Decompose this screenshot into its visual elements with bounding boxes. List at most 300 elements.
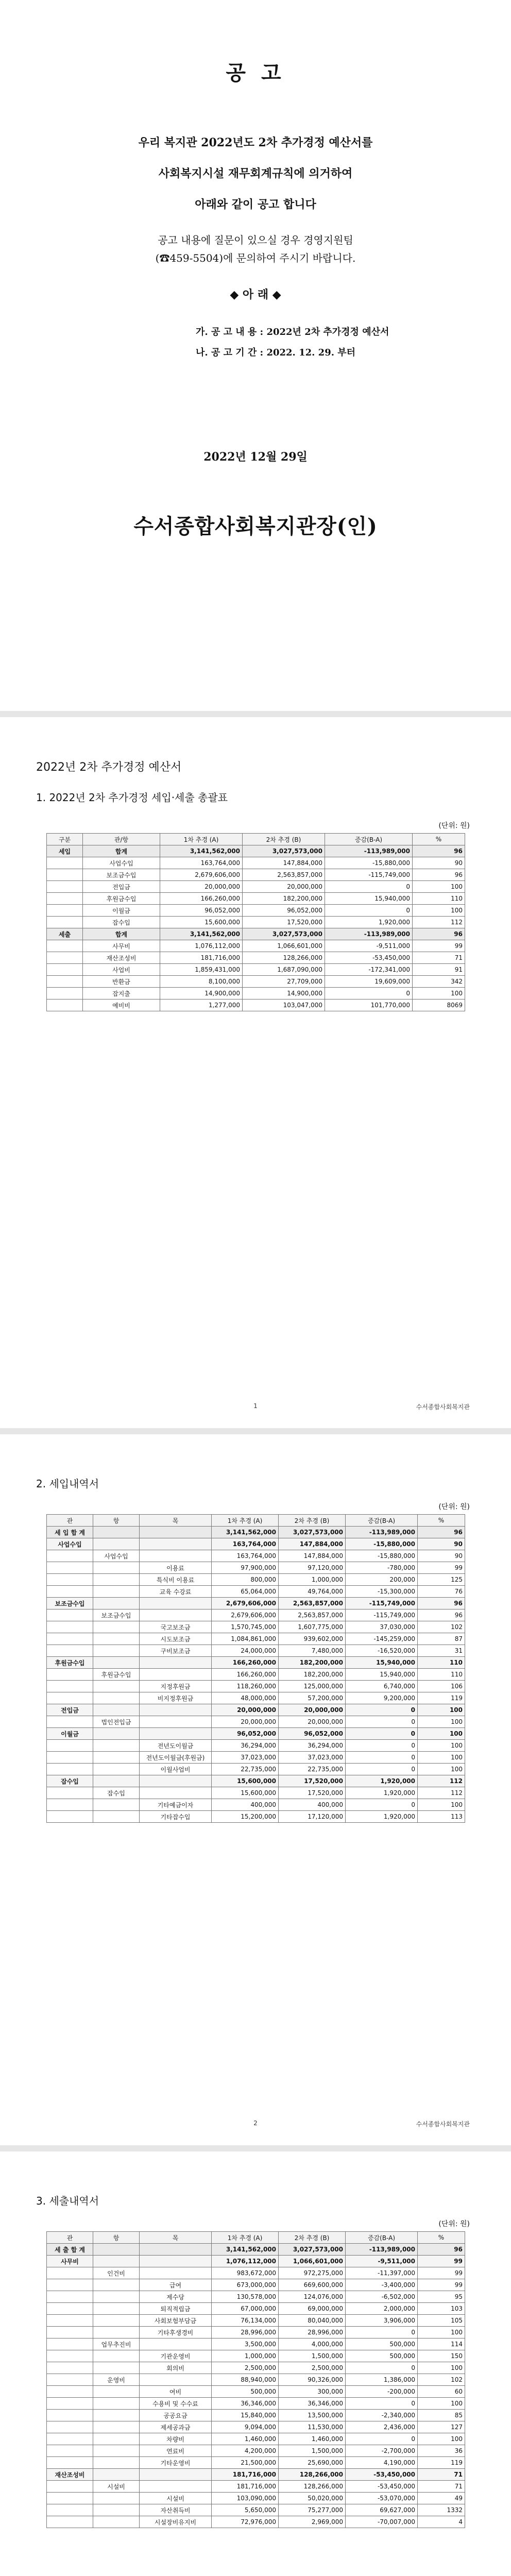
table-cell: -53,450,000 — [346, 2481, 418, 2493]
table-cell: 3,141,562,000 — [212, 2244, 279, 2256]
table-cell: 6,740,000 — [346, 1681, 418, 1692]
table-cell: 106 — [418, 1681, 465, 1692]
table-cell — [93, 2410, 140, 2421]
table-row — [47, 2504, 465, 2516]
table-cell: 49,764,000 — [279, 1586, 346, 1598]
table-cell: 147,884,000 — [243, 857, 325, 869]
table-cell: 37,023,000 — [212, 1752, 279, 1764]
table-cell: 17,120,000 — [279, 1811, 346, 1823]
table-cell: 80,040,000 — [279, 2315, 346, 2327]
table-cell — [93, 1586, 140, 1598]
table-cell: 기타예금이자 — [140, 1799, 212, 1811]
table-cell — [47, 893, 83, 905]
table-cell — [47, 1787, 93, 1799]
table-row — [47, 1621, 465, 1633]
table-cell: 재산조성비 — [83, 952, 160, 964]
table-cell: 103,090,000 — [212, 2493, 279, 2504]
table-cell — [140, 2481, 212, 2493]
table-cell — [47, 1681, 93, 1692]
table-cell: 500,000 — [212, 2386, 279, 2398]
table-cell: 75,277,000 — [279, 2504, 346, 2516]
table-cell: 500,000 — [346, 2350, 418, 2362]
table-cell — [93, 1799, 140, 1811]
table-cell: 27,709,000 — [243, 976, 325, 988]
table-row — [47, 952, 465, 964]
table-cell — [47, 857, 83, 869]
table-row — [47, 2516, 465, 2528]
table-cell: 72,976,000 — [212, 2516, 279, 2528]
table-cell: 96,052,000 — [243, 905, 325, 917]
table-cell: 100 — [418, 2327, 465, 2338]
table-cell: 잡수입 — [93, 1787, 140, 1799]
table-cell: 400,000 — [279, 1799, 346, 1811]
table-cell: 100 — [418, 1764, 465, 1775]
table-cell: 87 — [418, 1633, 465, 1645]
table-cell — [47, 869, 83, 881]
table-cell — [93, 2244, 140, 2256]
table-row — [47, 1728, 465, 1740]
table-cell: 22,735,000 — [212, 1764, 279, 1775]
column-header: % — [418, 1515, 465, 1527]
table-cell: 105 — [418, 2315, 465, 2327]
table-cell — [93, 2256, 140, 2267]
table-cell: 113 — [418, 1811, 465, 1823]
table-row — [47, 2433, 465, 2445]
table-cell: 0 — [346, 1752, 418, 1764]
table-cell: 99 — [418, 2256, 465, 2267]
table-cell: 4,190,000 — [346, 2457, 418, 2469]
table-cell: 3,027,573,000 — [243, 845, 325, 857]
footer-organization: 수서종합사회복지관 — [416, 2121, 470, 2128]
table-cell — [140, 1598, 212, 1609]
table-cell: -2,340,000 — [346, 2410, 418, 2421]
table-cell: 1,500,000 — [279, 2445, 346, 2457]
table-cell: 3,027,573,000 — [243, 928, 325, 940]
table-cell — [93, 2504, 140, 2516]
table-cell: 110 — [418, 1657, 465, 1669]
table-cell — [140, 2256, 212, 2267]
table-cell — [47, 2516, 93, 2528]
table-cell: 125,000,000 — [279, 1681, 346, 1692]
table-cell: 공공요금 — [140, 2410, 212, 2421]
table-row — [47, 964, 465, 976]
table-cell — [93, 1692, 140, 1704]
table-cell: 15,200,000 — [212, 1811, 279, 1823]
table-cell — [47, 2386, 93, 2398]
cover-organization: 수서종합사회복지관장(인) — [133, 514, 378, 538]
table-cell: 20,000,000 — [279, 1704, 346, 1716]
table-cell: 2,563,857,000 — [243, 869, 325, 881]
table-cell — [47, 2433, 93, 2445]
table-cell: 25,690,000 — [279, 2457, 346, 2469]
table-cell — [93, 1764, 140, 1775]
table-cell: -70,007,000 — [346, 2516, 418, 2528]
table-cell: 1,076,112,000 — [160, 940, 243, 952]
table-row — [47, 1716, 465, 1728]
table-cell: 시설비 — [93, 2481, 140, 2493]
table-cell — [140, 1716, 212, 1728]
table-cell: 90,326,000 — [279, 2374, 346, 2386]
table-cell — [47, 2445, 93, 2457]
table-cell: 17,520,000 — [279, 1787, 346, 1799]
table-cell: -16,520,000 — [346, 1645, 418, 1657]
table-cell: 166,260,000 — [212, 1669, 279, 1681]
table-cell: 15,600,000 — [212, 1787, 279, 1799]
table-cell: 후원금수입 — [83, 893, 160, 905]
table-cell: 세출 — [47, 928, 83, 940]
table-cell: 15,940,000 — [325, 893, 413, 905]
table-cell: 100 — [418, 1752, 465, 1764]
table-cell — [47, 1811, 93, 1823]
table-cell: 95 — [418, 2291, 465, 2303]
table-cell: 128,266,000 — [243, 952, 325, 964]
table-cell: 1,076,112,000 — [212, 2256, 279, 2267]
table-cell: 15,600,000 — [212, 1775, 279, 1787]
table-cell: -6,502,000 — [346, 2291, 418, 2303]
table-cell: 1,920,000 — [325, 917, 413, 928]
table-cell: 11,530,000 — [279, 2421, 346, 2433]
table-cell: 회의비 — [140, 2362, 212, 2374]
table-cell: -113,989,000 — [346, 1527, 418, 1538]
table-cell — [47, 952, 83, 964]
table-cell: 181,716,000 — [212, 2481, 279, 2493]
column-header: 1차 추경 (A) — [160, 834, 243, 845]
table-cell — [47, 1586, 93, 1598]
table-cell: 101,770,000 — [325, 999, 413, 1011]
table-cell: 기타잡수입 — [140, 1811, 212, 1823]
table-cell: 124,076,000 — [279, 2291, 346, 2303]
table-cell: 99 — [418, 2267, 465, 2279]
table-cell — [47, 2315, 93, 2327]
cover-note-1: 공고 내용에 질문이 있으실 경우 경영지원팀 — [158, 234, 353, 246]
table-cell: 125 — [418, 1574, 465, 1586]
table-cell: -2,700,000 — [346, 2445, 418, 2457]
table-cell: 19,609,000 — [325, 976, 413, 988]
column-header: 관 — [47, 2232, 93, 2244]
table-cell: 전년도이월금 — [140, 1740, 212, 1752]
table-cell: 잡수입 — [83, 917, 160, 928]
column-header: 구분 — [47, 834, 83, 845]
table-row — [47, 1657, 465, 1669]
table-cell: 8,100,000 — [160, 976, 243, 988]
table-cell: -113,989,000 — [346, 2244, 418, 2256]
table-cell: -15,880,000 — [346, 1550, 418, 1562]
table-cell: 100 — [418, 1799, 465, 1811]
table-row — [47, 2327, 465, 2338]
table-cell: 0 — [325, 905, 413, 917]
table-cell: 96,052,000 — [212, 1728, 279, 1740]
table-cell: 구비보조금 — [140, 1645, 212, 1657]
table-cell: 퇴직적립금 — [140, 2303, 212, 2315]
table-cell: -113,989,000 — [325, 928, 413, 940]
table-cell — [47, 881, 83, 893]
table-cell: 전년도이월금(후원금) — [140, 1752, 212, 1764]
summary-table — [46, 833, 465, 1011]
table-cell: 0 — [346, 2433, 418, 2445]
table-cell — [47, 2362, 93, 2374]
table-row — [47, 893, 465, 905]
table-cell: 1,920,000 — [346, 1775, 418, 1787]
column-header: 증감(B-A) — [346, 2232, 418, 2244]
revenue-table — [46, 1514, 465, 1823]
table-row — [47, 2398, 465, 2410]
table-cell: 이월사업비 — [140, 1764, 212, 1775]
table-cell: -200,000 — [346, 2386, 418, 2398]
table-cell: 기관운영비 — [140, 2350, 212, 2362]
table-cell: 3,027,573,000 — [279, 1527, 346, 1538]
table-row — [47, 2291, 465, 2303]
table-cell: 28,996,000 — [279, 2327, 346, 2338]
table-cell: 100 — [418, 2398, 465, 2410]
table-cell: 103,047,000 — [243, 999, 325, 1011]
table-cell — [93, 2433, 140, 2445]
cover-page — [0, 0, 511, 711]
table-cell — [140, 1669, 212, 1681]
table-cell: 1,084,861,000 — [212, 1633, 279, 1645]
table-cell — [140, 2244, 212, 2256]
table-cell: 1,460,000 — [279, 2433, 346, 2445]
table-cell — [47, 1609, 93, 1621]
table-cell: 2,679,606,000 — [160, 869, 243, 881]
table-cell — [93, 2279, 140, 2291]
table-cell: 2,969,000 — [279, 2516, 346, 2528]
table-row — [47, 2315, 465, 2327]
table-row — [47, 1586, 465, 1598]
table-cell: 후원금수입 — [93, 1669, 140, 1681]
table-row — [47, 905, 465, 917]
table-cell — [47, 964, 83, 976]
table-cell: 급여 — [140, 2279, 212, 2291]
table-cell: 2,679,606,000 — [212, 1609, 279, 1621]
table-cell: 1,607,775,000 — [279, 1621, 346, 1633]
table-cell — [140, 1527, 212, 1538]
table-row — [47, 1645, 465, 1657]
section-title: 2022년 2차 추가경정 예산서 — [36, 761, 182, 774]
table-cell: -172,341,000 — [325, 964, 413, 976]
table-cell: 110 — [413, 893, 465, 905]
table-cell: -115,749,000 — [346, 1598, 418, 1609]
table-cell: 71 — [413, 952, 465, 964]
table-cell — [93, 1811, 140, 1823]
table-cell — [47, 976, 83, 988]
table-cell — [47, 905, 83, 917]
table-cell — [47, 2374, 93, 2386]
table-cell: 181,716,000 — [160, 952, 243, 964]
table-row — [47, 2338, 465, 2350]
table-cell: 1,920,000 — [346, 1811, 418, 1823]
table-cell — [47, 2493, 93, 2504]
column-header: 관 — [47, 1515, 93, 1527]
table-cell — [140, 2267, 212, 2279]
table-cell: 36,346,000 — [212, 2398, 279, 2410]
table-cell — [93, 2469, 140, 2481]
table-row — [47, 1550, 465, 1562]
table-cell: -145,259,000 — [346, 1633, 418, 1645]
table-cell: -115,749,000 — [325, 869, 413, 881]
table-cell: 96 — [418, 1609, 465, 1621]
table-cell: 20,000,000 — [243, 881, 325, 893]
table-cell: 8069 — [413, 999, 465, 1011]
table-cell: 90 — [418, 1550, 465, 1562]
table-cell: 103 — [418, 2303, 465, 2315]
column-header: 관/항 — [83, 834, 160, 845]
table-cell — [47, 917, 83, 928]
table-cell: 0 — [346, 1764, 418, 1775]
table-cell — [47, 2338, 93, 2350]
table-cell: -9,511,000 — [346, 2256, 418, 2267]
table-row — [47, 2469, 465, 2481]
table-cell: 181,716,000 — [212, 2469, 279, 2481]
table-cell: 102 — [418, 1621, 465, 1633]
table-cell: 이용료 — [140, 1562, 212, 1574]
section-title: 3. 세출내역서 — [36, 2195, 99, 2207]
table-cell: -113,989,000 — [325, 845, 413, 857]
table-cell — [47, 2291, 93, 2303]
table-cell — [140, 1787, 212, 1799]
table-cell: 0 — [346, 2327, 418, 2338]
table-cell: 96 — [413, 928, 465, 940]
table-cell: 기타후생경비 — [140, 2327, 212, 2338]
table-cell: 1,066,601,000 — [279, 2256, 346, 2267]
column-header: 증감(B-A) — [325, 834, 413, 845]
table-cell: 28,996,000 — [212, 2327, 279, 2338]
table-row — [47, 1704, 465, 1716]
table-cell: 100 — [418, 1704, 465, 1716]
table-cell: 시도보조금 — [140, 1633, 212, 1645]
table-cell: 반환금 — [83, 976, 160, 988]
table-cell: 85 — [418, 2410, 465, 2421]
table-cell: -53,450,000 — [325, 952, 413, 964]
table-cell: -11,397,000 — [346, 2267, 418, 2279]
table-cell: 69,000,000 — [279, 2303, 346, 2315]
table-cell — [47, 1562, 93, 1574]
cover-line-2: 사회복지시설 재무회계규칙에 의거하여 — [158, 167, 353, 180]
table-cell — [140, 1657, 212, 1669]
unit-label: (단위: 원) — [438, 1503, 470, 1511]
table-cell: 37,030,000 — [346, 1621, 418, 1633]
table-cell: 97,900,000 — [212, 1562, 279, 1574]
cover-item-period: 나. 공 고 기 간 : 2022. 12. 29. 부터 — [196, 347, 356, 358]
table-cell: 67,000,000 — [212, 2303, 279, 2315]
cover-date: 2022년 12월 29일 — [203, 450, 308, 464]
table-cell: 잡지출 — [83, 988, 160, 999]
table-cell: 1,386,000 — [346, 2374, 418, 2386]
table-cell — [140, 1728, 212, 1740]
table-cell: 24,000,000 — [212, 1645, 279, 1657]
expenditure-page — [0, 2151, 511, 2576]
table-cell: 110 — [418, 1669, 465, 1681]
table-cell: 4,000,000 — [279, 2338, 346, 2350]
table-cell: 96 — [413, 845, 465, 857]
table-cell: 49 — [418, 2493, 465, 2504]
table-cell: 20,000,000 — [212, 1716, 279, 1728]
table-cell: 시설비 — [140, 2493, 212, 2504]
cover-title: 공 고 — [226, 61, 285, 85]
table-row — [47, 1669, 465, 1681]
table-cell: 0 — [346, 1728, 418, 1740]
table-cell: 97,120,000 — [279, 1562, 346, 1574]
table-row — [47, 2457, 465, 2469]
table-cell: 99 — [418, 1562, 465, 1574]
table-cell — [140, 2469, 212, 2481]
table-row — [47, 1574, 465, 1586]
table-cell: 3,027,573,000 — [279, 2244, 346, 2256]
table-cell — [47, 2303, 93, 2315]
table-cell: 972,275,000 — [279, 2267, 346, 2279]
table-cell: 36,294,000 — [212, 1740, 279, 1752]
table-cell: 이월금 — [83, 905, 160, 917]
table-cell: 특식비 이용료 — [140, 1574, 212, 1586]
table-cell: 37,023,000 — [279, 1752, 346, 1764]
table-cell: 939,602,000 — [279, 1633, 346, 1645]
table-cell — [93, 2493, 140, 2504]
table-row — [47, 1740, 465, 1752]
table-row — [47, 2421, 465, 2433]
table-cell: 150 — [418, 2350, 465, 2362]
table-row — [47, 1538, 465, 1550]
table-cell — [47, 999, 83, 1011]
table-cell: 비지정후원금 — [140, 1692, 212, 1704]
table-cell: 71 — [418, 2469, 465, 2481]
table-row — [47, 1775, 465, 1787]
table-cell: 0 — [325, 988, 413, 999]
table-cell: 200,000 — [346, 1574, 418, 1586]
table-cell: 운영비 — [93, 2374, 140, 2386]
table-cell — [47, 1669, 93, 1681]
table-cell: 36,346,000 — [279, 2398, 346, 2410]
summary-page — [0, 717, 511, 1428]
table-cell: 1,859,431,000 — [160, 964, 243, 976]
table-cell: 1,687,090,000 — [243, 964, 325, 976]
table-cell: 182,200,000 — [279, 1669, 346, 1681]
table-row — [47, 869, 465, 881]
table-cell: 5,650,000 — [212, 2504, 279, 2516]
table-row — [47, 1609, 465, 1621]
table-cell — [93, 1633, 140, 1645]
table-cell: 업무추진비 — [93, 2338, 140, 2350]
table-cell: 14,900,000 — [160, 988, 243, 999]
table-cell: 96 — [418, 1527, 465, 1538]
table-row — [47, 2410, 465, 2421]
table-cell: 127 — [418, 2421, 465, 2433]
table-cell — [47, 1752, 93, 1764]
table-cell: 100 — [418, 1740, 465, 1752]
table-cell: 182,200,000 — [243, 893, 325, 905]
table-cell: -115,749,000 — [346, 1609, 418, 1621]
table-cell: -3,400,000 — [346, 2279, 418, 2291]
table-cell: 2,000,000 — [346, 2303, 418, 2315]
table-cell: 2,679,606,000 — [212, 1598, 279, 1609]
table-cell: 36,294,000 — [279, 1740, 346, 1752]
table-cell — [140, 2338, 212, 2350]
table-cell: 36 — [418, 2445, 465, 2457]
table-cell — [93, 1527, 140, 1538]
table-cell: 100 — [418, 2362, 465, 2374]
table-cell — [93, 1574, 140, 1586]
table-row — [47, 1764, 465, 1775]
table-cell: 제수당 — [140, 2291, 212, 2303]
table-row — [47, 2386, 465, 2398]
table-row — [47, 1527, 465, 1538]
table-cell: 2,563,857,000 — [279, 1598, 346, 1609]
table-cell: 99 — [418, 2279, 465, 2291]
table-cell: 400,000 — [212, 1799, 279, 1811]
table-cell: 지정후원금 — [140, 1681, 212, 1692]
page-number: 1 — [253, 1402, 258, 1410]
table-cell: 100 — [413, 988, 465, 999]
table-row — [47, 2445, 465, 2457]
table-row — [47, 2256, 465, 2267]
